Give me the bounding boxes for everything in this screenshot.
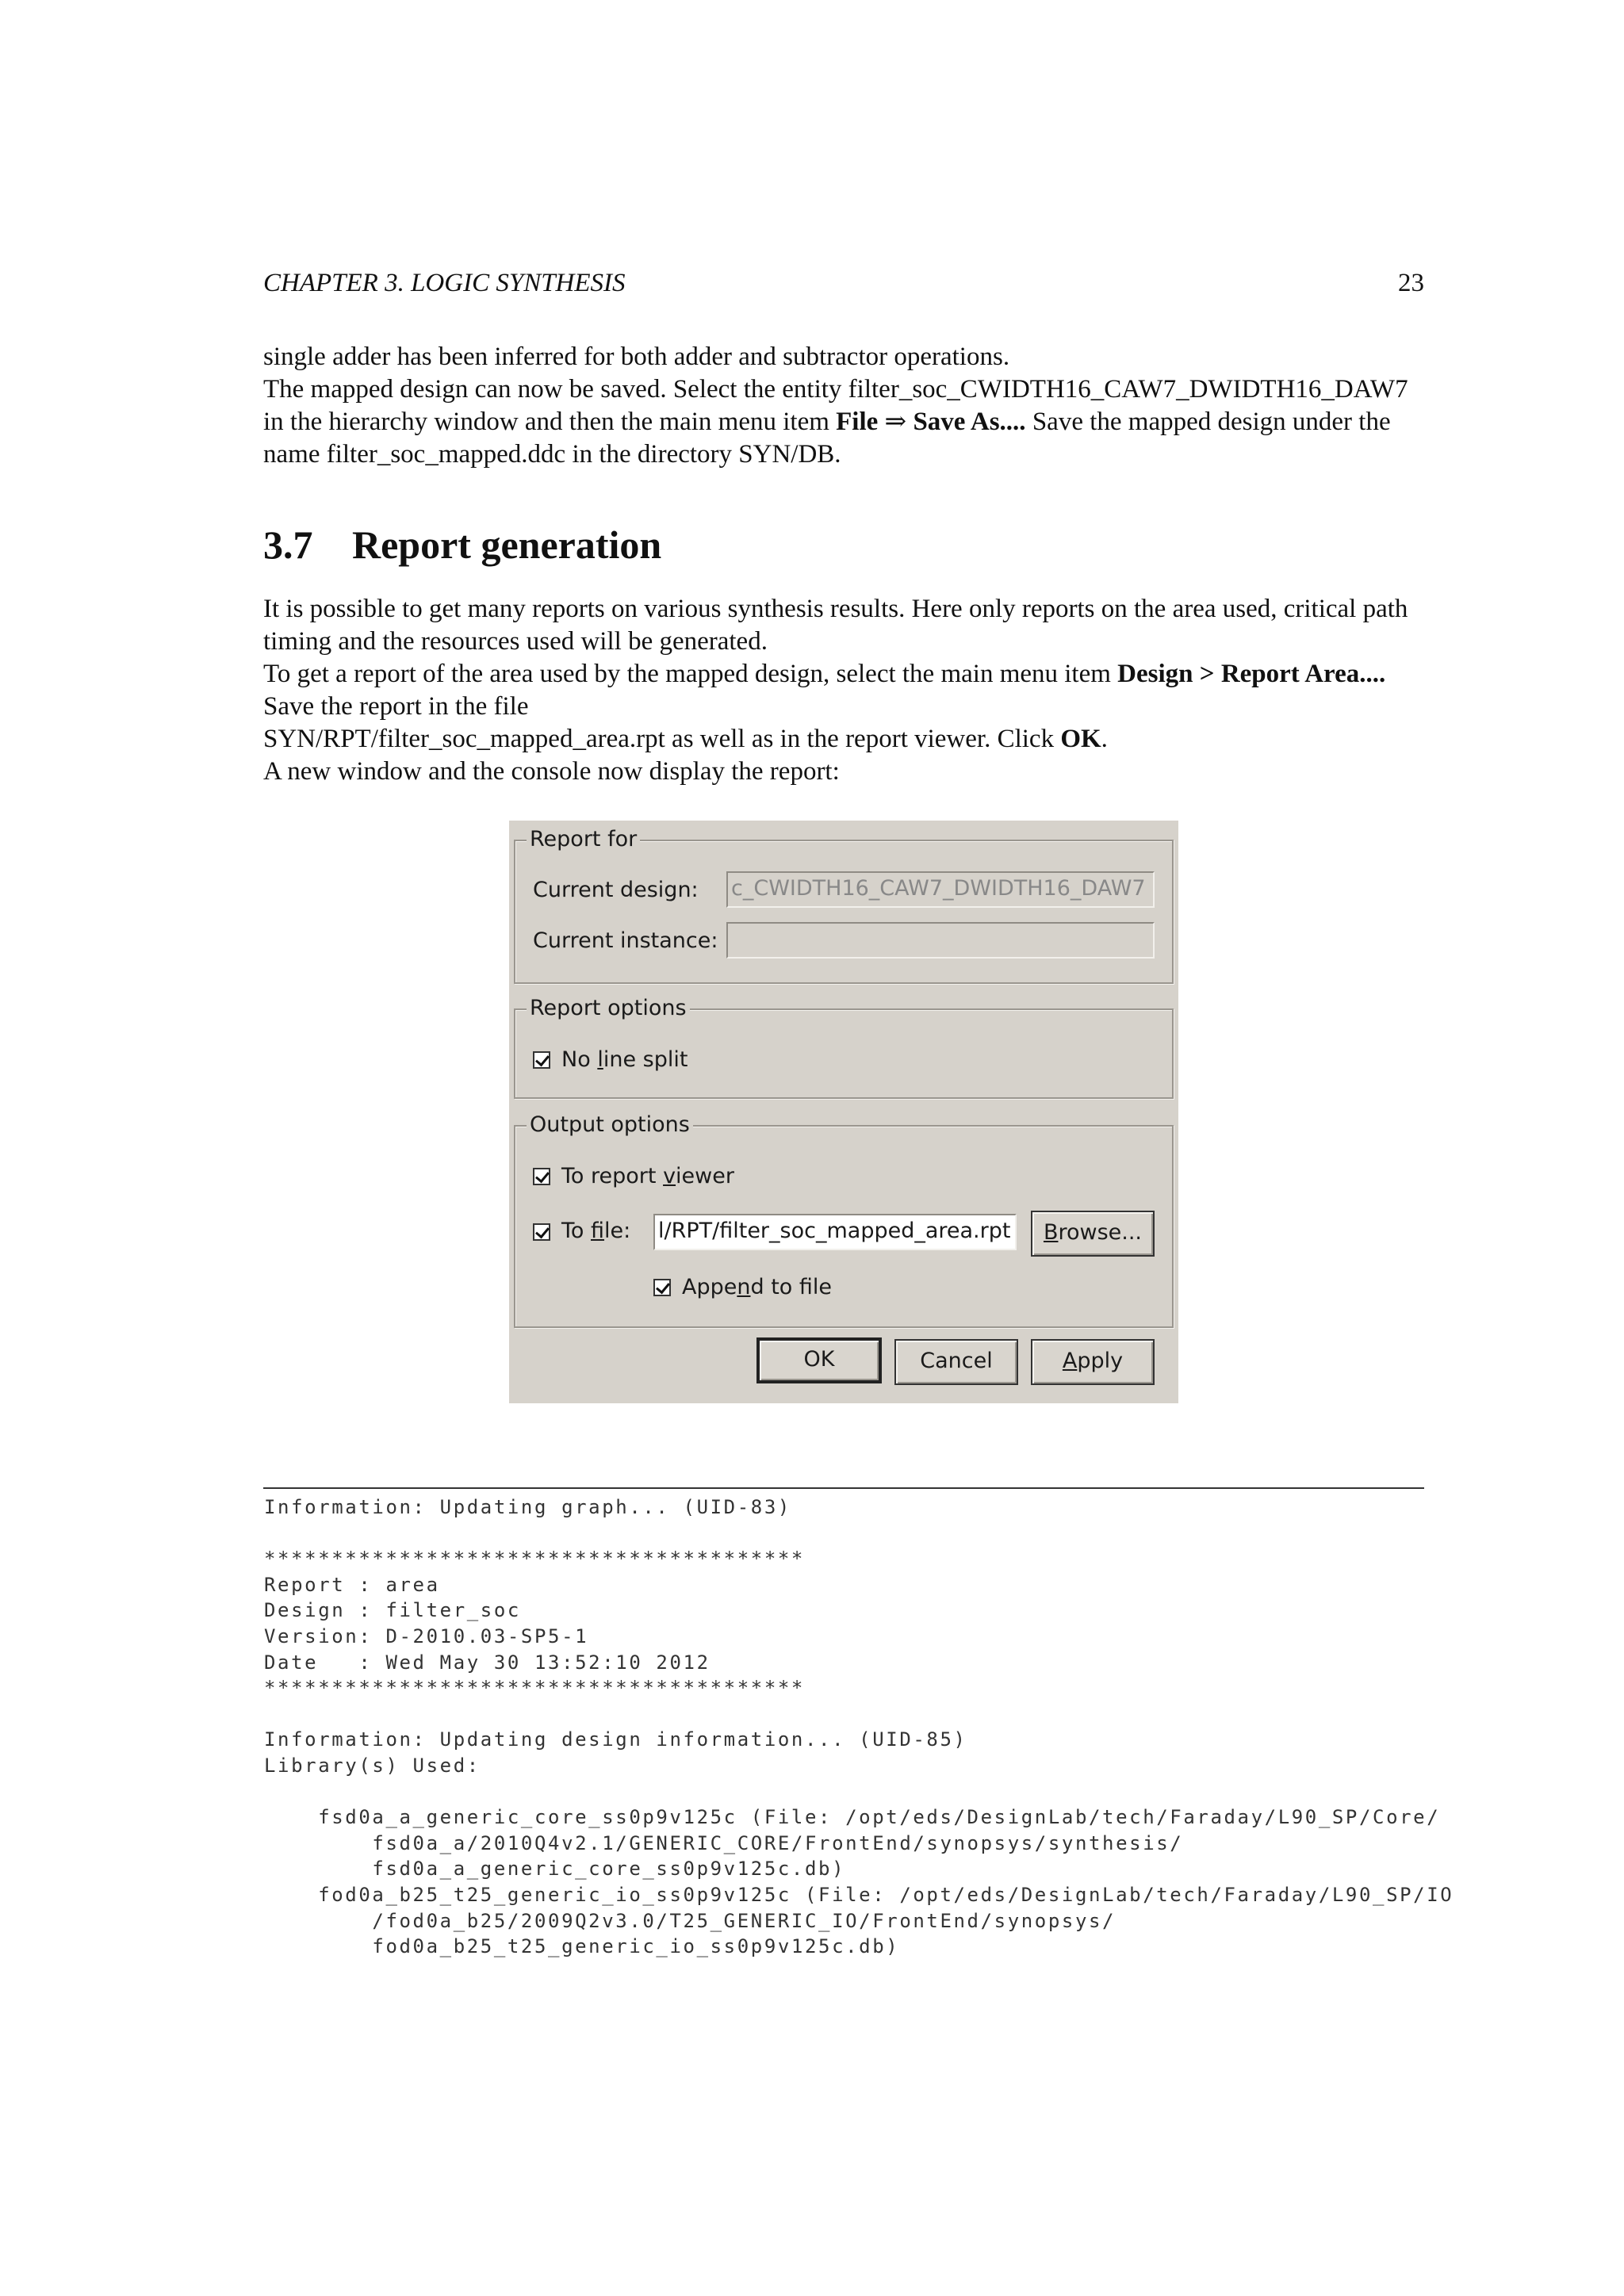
- console-line: fsd0a_a_generic_core_ss0p9v125c.db): [264, 1858, 846, 1881]
- report-options-group: [514, 996, 1174, 1099]
- to-file-label[interactable]: To file:: [561, 1219, 631, 1243]
- console-line: [264, 1779, 1430, 1805]
- intro-paragraph: [263, 341, 1429, 471]
- console-divider: [263, 1487, 1424, 1489]
- current-design-label: Current design:: [533, 878, 699, 902]
- console-line: fsd0a_a_generic_core_ss0p9v125c (File: /opt/eds/DesignLab/tech/Faraday/L90_SP/Core/: [264, 1806, 1441, 1829]
- current-design-field[interactable]: c_CWIDTH16_CAW7_DWIDTH16_DAW7: [726, 871, 1155, 908]
- chapter-title: CHAPTER 3. LOGIC SYNTHESIS: [263, 269, 626, 297]
- console-line: ****************************************: [264, 1677, 805, 1700]
- console-line: ****************************************: [264, 1548, 805, 1571]
- current-instance-label: Current instance:: [533, 928, 718, 953]
- report-for-group: [514, 827, 1174, 984]
- console-line: Date : Wed May 30 13:52:10 2012: [264, 1651, 710, 1674]
- console-line: Information: Updating design information... (UID-85): [264, 1728, 967, 1751]
- no-line-split-checkbox[interactable]: [533, 1051, 550, 1069]
- browse-button[interactable]: Browse...: [1031, 1211, 1155, 1257]
- report-options-title: Report options: [527, 994, 690, 1023]
- to-report-viewer-checkbox[interactable]: [533, 1168, 550, 1185]
- page-number: 23: [1398, 269, 1424, 297]
- intro-line-1: single adder has been inferred for both adder and subtractor operations.: [263, 342, 1010, 371]
- body-p4: SYN/RPT/filter_soc_mapped_area.rpt as well as in the report viewer. Click OK.: [263, 725, 1108, 753]
- cancel-button[interactable]: Cancel: [894, 1339, 1018, 1385]
- body-p3: Save the report in the file: [263, 692, 529, 721]
- apply-button[interactable]: Apply: [1031, 1339, 1155, 1385]
- ok-button[interactable]: OK: [756, 1337, 882, 1383]
- menu-file: File: [836, 408, 879, 436]
- section-heading: [263, 517, 661, 572]
- console-line: [264, 1521, 1430, 1547]
- no-line-split-label[interactable]: No line split: [561, 1047, 688, 1072]
- output-options-title: Output options: [527, 1111, 693, 1139]
- console-line: /fod0a_b25/2009Q2v3.0/T25_GENERIC_IO/FrontEnd/synopsys/: [264, 1909, 1116, 1932]
- console-line: fod0a_b25_t25_generic_io_ss0p9v125c.db): [264, 1935, 900, 1958]
- console-line: [264, 1701, 1430, 1728]
- console-line: Report : area: [264, 1573, 440, 1596]
- append-to-file-label[interactable]: Append to file: [682, 1275, 833, 1299]
- body-p1: It is possible to get many reports on various synthesis results. Here only reports on the area used, critical path timing and the resources used will be generated.: [263, 595, 1408, 656]
- menu-report-area: Design > Report Area....: [1117, 660, 1386, 688]
- append-to-file-checkbox[interactable]: [653, 1279, 671, 1296]
- body-p2: To get a report of the area used by the mapped design, select the main menu item Design > Report Area....: [263, 660, 1386, 688]
- report-area-dialog: [509, 821, 1178, 1403]
- to-report-viewer-label[interactable]: To report viewer: [561, 1164, 734, 1188]
- section-title: Report generation: [352, 522, 662, 567]
- console-line: fod0a_b25_t25_generic_io_ss0p9v125c (File: /opt/eds/DesignLab/tech/Faraday/L90_SP/IO: [264, 1883, 1454, 1906]
- console-line: Version: D-2010.03-SP5-1: [264, 1624, 589, 1647]
- body-paragraph: [263, 593, 1429, 788]
- console-output: [264, 1494, 1454, 1960]
- console-line: Library(s) Used:: [264, 1754, 481, 1777]
- current-instance-field[interactable]: [726, 922, 1155, 959]
- body-p5: A new window and the console now display the report:: [263, 757, 840, 786]
- console-line: Information: Updating graph... (UID-83): [264, 1496, 791, 1518]
- to-file-checkbox[interactable]: [533, 1223, 550, 1241]
- running-header: [263, 263, 1424, 303]
- console-line: Design : filter_soc: [264, 1599, 521, 1622]
- report-for-title: Report for: [527, 825, 640, 854]
- output-options-group: [514, 1112, 1174, 1328]
- file-path-input[interactable]: l/RPT/filter_soc_mapped_area.rpt: [653, 1214, 1017, 1250]
- intro-line-2: The mapped design can now be saved. Select the entity filter_soc_CWIDTH16_CAW7_DWIDTH16_DAW7 in the hierarchy window and then the main menu item File ⇒ Save As.... Save the mapped design under the name filter_soc_mapped.ddc in the directory SYN/DB.: [263, 375, 1408, 469]
- menu-save-as: Save As....: [913, 408, 1026, 436]
- console-line: fsd0a_a/2010Q4v2.1/GENERIC_CORE/FrontEnd/synopsys/synthesis/: [264, 1831, 1184, 1854]
- section-number: 3.7: [263, 522, 313, 567]
